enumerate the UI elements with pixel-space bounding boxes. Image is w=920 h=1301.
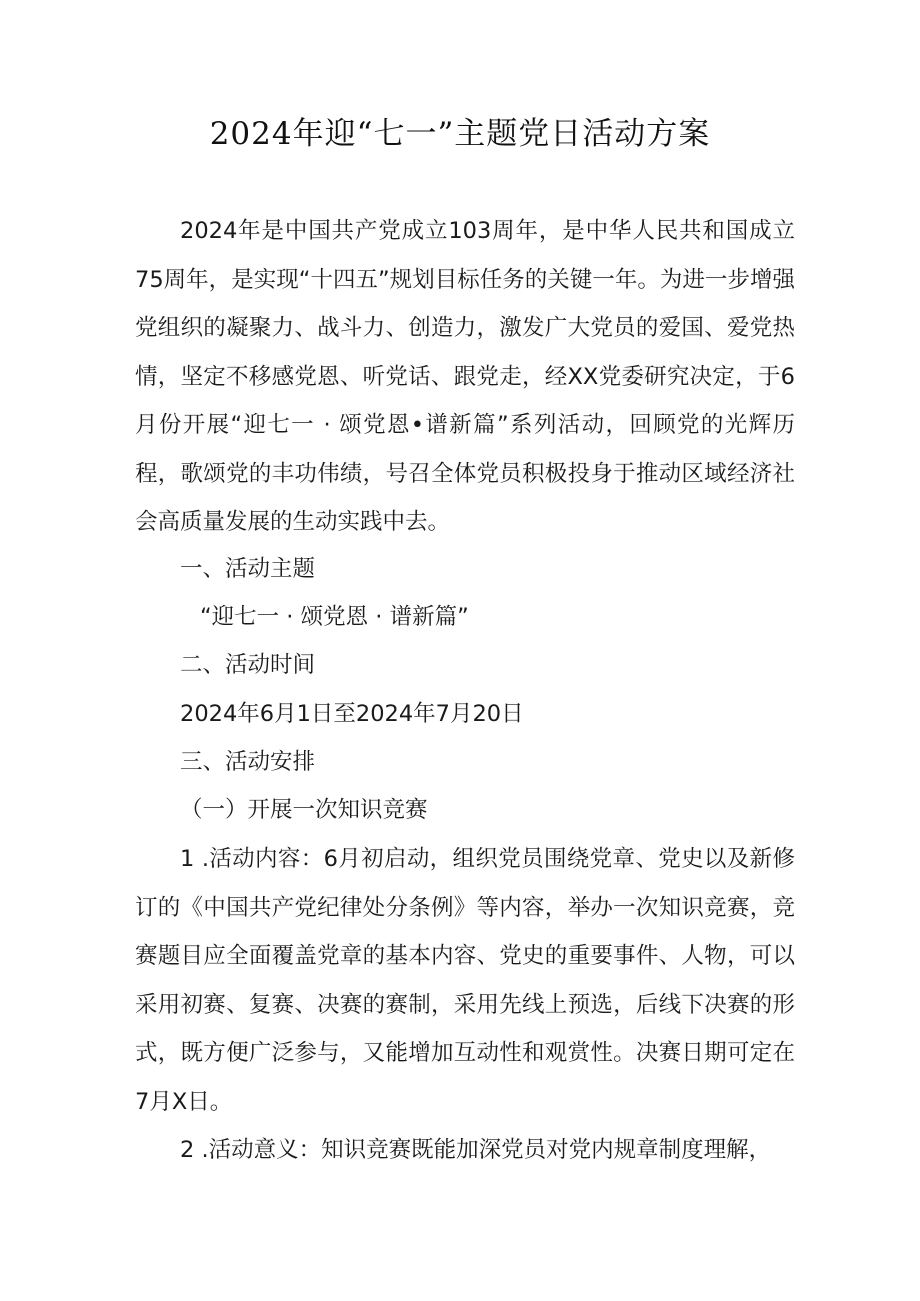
activity-time: 2024年6月1日至2024年7月20日: [180, 701, 524, 727]
document-title: 2024年迎“七一”主题党日活动方案: [209, 116, 711, 152]
item1-block: [135, 835, 795, 1126]
subsection-heading-quiz: （一）开展一次知识竞赛: [180, 797, 428, 823]
activity-theme: “迎七一 · 颂党恩 · 谱新篇”: [200, 604, 469, 630]
item2-block: [135, 1126, 795, 1175]
section-heading-theme: 一、活动主题: [180, 556, 316, 582]
item2-paragraph: 2 .活动意义：知识竞赛既能加深党员对党内规章制度理解，: [180, 1137, 772, 1163]
section-heading-time: 二、活动时间: [180, 652, 316, 678]
section-heading-arrangement: 三、活动安排: [180, 749, 316, 775]
intro-block: [135, 207, 795, 547]
item1-paragraph: 1 .活动内容：6月初启动，组织党员围绕党章、党史以及新修订的《中国共产党纪律处分条例》等内容，举办一次知识竞赛，竞赛题目应全面覆盖党章的基本内容、党史的重要事件、人物，可以采用初赛、复赛、决赛的赛制，采用先线上预选，后线下决赛的形式，既方便广泛参与，又能增加互动性和观赏性。决赛日期可定在7月X日。: [135, 846, 795, 1115]
intro-paragraph: 2024年是中国共产党成立103周年，是中华人民共和国成立75周年，是实现“十四五”规划目标任务的关键一年。为进一步增强党组织的凝聚力、战斗力、创造力，激发广大党员的爱国、爱党热情，坚定不移感党恩、听党话、跟党走，经XX党委研究决定，于6月份开展“迎七一 · 颂党恩•谱新篇”系列活动，回顾党的光辉历程，歌颂党的丰功伟绩，号召全体党员积极投身于推动区域经济社会高质量发展的生动实践中去。: [135, 218, 795, 535]
